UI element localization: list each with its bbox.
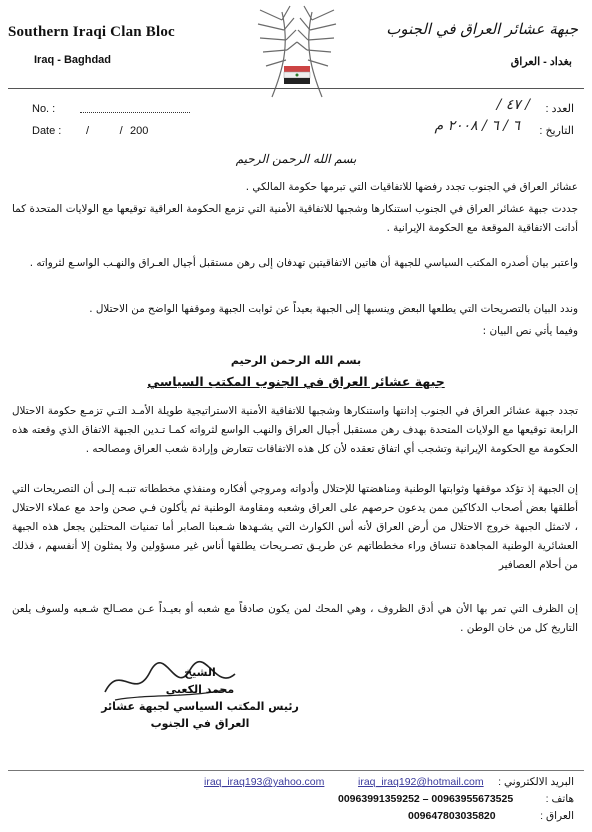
statement-paragraph-2: إن الجبهة إذ تؤكد موقفها وثوابتها الوطنية ومناهضتها للإحتلال وأدواته ومروجي أفكاره ومنفذي مخططاته تنبـه إلـى أن التصريحات التي أطلقها بعض أصحاب الدكاكين ممن يدعون حرصهم على العراق وشعبه ومقاومة الوطنية ثم يأكلون فـي صحن واحد مع عملاء الاحتلال ، لاتمثل الجبهة خروج الاحتلال من أرض العراق لأنه أس الكوارث التي يشـهدها شـعبنا الصابر أما تمنيات المحتلين يجعل هذه الجبهة العشائرية الوطنية المجاهدة تنساق وراء مخططاتهم عن طريـق تصـريحات يطلقها أناس غير مسؤولين ولا يمثلون إلا أنفسهم ، فذلك من أحلام العصافير [12,483,578,571]
statement-paragraph-1: تجدد جبهة عشائر العراق في الجنوب إدانتها واستنكارها وشجبها للاتفاقية الأمنية الاستراتيجية طويلة الأمـد التـي تزمـع حكومة الاحتلال الرابعة توقيعها مع الولايات المتحدة بهدف رهن مستقبل أجيال العراق والنهب الواسع لثرواته كمـا تـدين الجبهة الاتفاق الذي وقعته هذه الحكومة مع الحكومة الإيرانية وتشجب أي اتفاق تعقده لأن كل هذه الاتفاقات تتعارض وإرادة شعب العراق ومصالحه . [12,405,578,455]
signature-name: محمد الكعبي [165,683,235,696]
signature-role-2: العراق في الجنوب [150,717,250,730]
statement-paragraph-3: إن الظرف التي تمر بها الأن هي أدق الظروف ، وهي المحك لمن يكون صادقاً مع شعبه أو بعيـداً عـن مصـالح شـعبه ولسوف يلعن التاريخ كل من خان الوطن . [12,603,578,634]
location-ar: بغداد - العراق [510,56,572,68]
palm-emblem-logo [212,2,382,102]
intro-paragraph-4: وندد البيان بالتصريحات التي يطلعها البعض وينسبها إلى الجبهة بعيداً عن ثوابت الجبهة وموقفها الواضح من الاحتلال . [89,303,578,315]
footer-phones: 00963991359252 – 00963955673525 [338,793,514,805]
date-label: Date : [32,125,62,137]
footer-iraq-label: العراق : [540,810,574,822]
footer-divider [8,770,584,771]
footer-email-1[interactable]: iraq_iraq193@yahoo.com [204,776,325,788]
signature-title: الشيخ [184,666,216,679]
intro-paragraph-5: وفيما يأتي نص البيان : [482,325,578,337]
org-name-ar: جبهة عشائر العراق في الجنوب [386,20,578,38]
intro-paragraph-3: واعتبر بيان أصدره المكتب السياسي للجبهة أن هاتين الاتفاقيتين تهدفان إلى رهن مستقبل أجيال العـراق والنهـب الواسـع لثرواته . [29,257,578,269]
date-label-ar: التاريخ : [539,125,574,137]
basmala-top: بسم الله الرحمن الرحيم [235,152,357,166]
date-slashes: / / [86,125,123,137]
statement-heading: جبهة عشائر العراق في الجنوب المكتب السياسي [147,374,445,389]
date-value-ar: ٦ / ٦ / ٢٠٠٨ م [434,118,520,134]
statement-basmala: بسم الله الرحمن الرحيم [230,354,362,367]
signature-role: رئيس المكتب السياسي لجبهة عشائر [101,700,299,713]
footer-email-2[interactable]: iraq_iraq192@hotmail.com [358,776,484,788]
footer-phone-label: هاتف : [545,793,574,805]
number-label-ar: العدد : [545,103,574,115]
footer-iraq-phone: 009647803035820 [408,810,496,822]
intro-paragraph-1: عشائر العراق في الجنوب تجدد رفضها للاتفاقيات التي تبرمها حكومة المالكي . [245,181,578,193]
no-label: No. : [32,103,56,115]
org-name-en: Southern Iraqi Clan Bloc [8,24,175,40]
number-value-ar: / ٤٧ / [496,97,530,113]
location-en: Iraq - Baghdad [34,54,112,66]
intro-paragraph-2: جددت جبهة عشائر العراق في الجنوب استنكارها وشجبها للاتفاقية الأمنية التي تزمع الحكومة العراقية توقيعها مع الولايات المتحدة كما أدانت الاتفاقية الموقعة مع الحكومة الإيرانية . [12,203,578,234]
no-dots [80,112,190,113]
signature-block [60,664,340,732]
date-year: 200 [130,125,149,137]
header-divider [8,88,584,89]
footer-email-label: البريد الالكتروني : [498,776,574,788]
